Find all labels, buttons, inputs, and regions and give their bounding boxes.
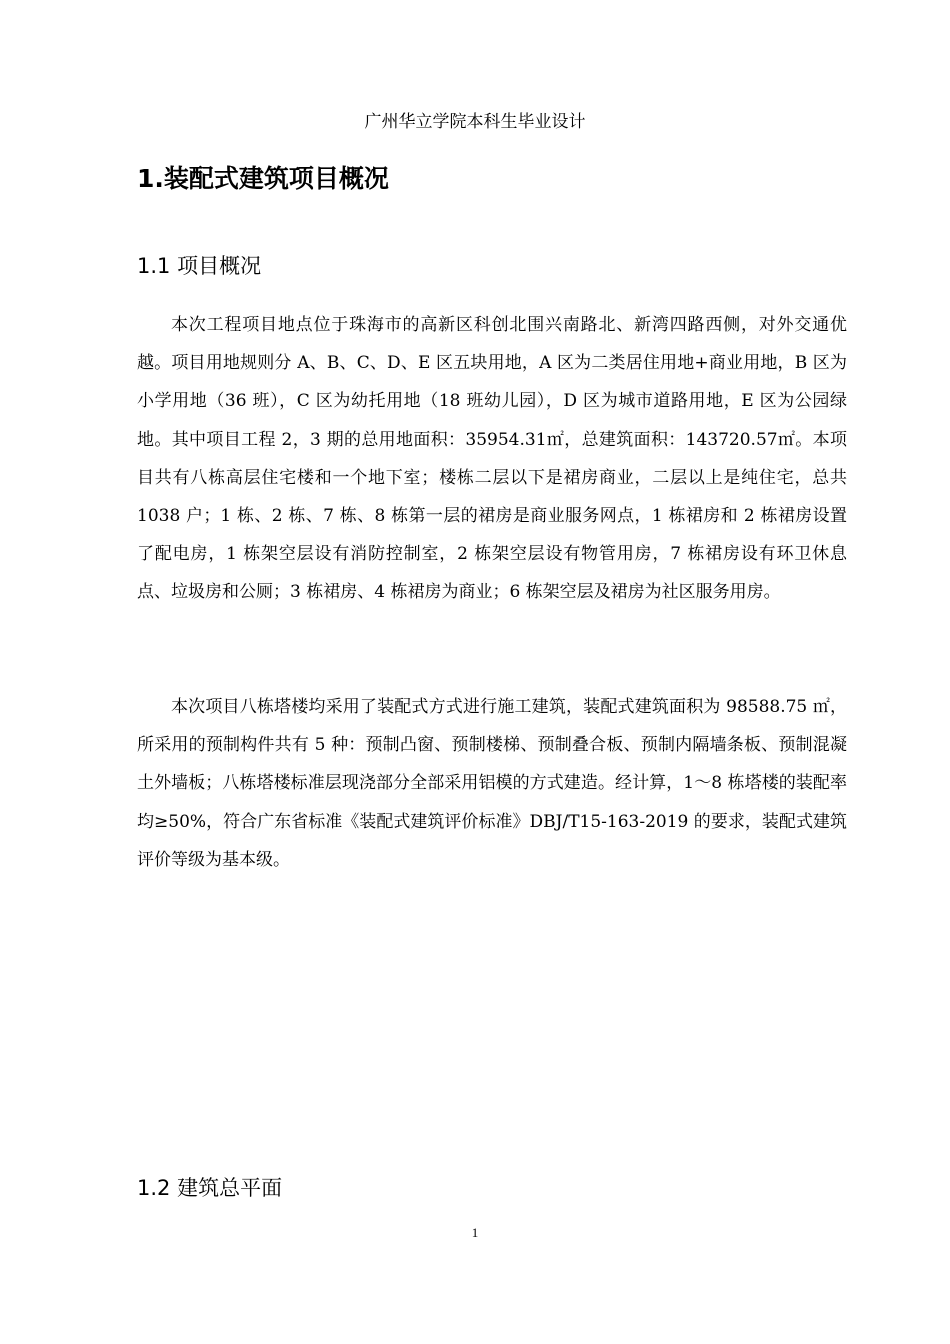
paragraph-prefab-summary: 本次项目八栋塔楼均采用了装配式方式进行施工建筑，装配式建筑面积为 98588.75 ㎡，所采用的预制构件共有 5 种：预制凸窗、预制楼梯、预制叠合板、预制内隔墙条板、预制混凝土外墙板；八栋塔楼标准层现浇部分全部采用铝模的方式建造。经计算，1～8 栋塔楼的装配率均≥50%，符合广东省标准《装配式建筑评价标准》DBJ/T15-163-2019 的要求，装配式建筑评价等级为基本级。 bbox=[137, 697, 847, 870]
page-number: 1 bbox=[471, 1225, 479, 1240]
section-title-1-1: 1.1 项目概况 bbox=[137, 254, 262, 278]
section-title-1-2: 1.2 建筑总平面 bbox=[137, 1176, 283, 1200]
chapter-title: 1.装配式建筑项目概况 bbox=[137, 164, 389, 193]
paragraph-project-overview: 本次工程项目地点位于珠海市的高新区科创北围兴南路北、新湾四路西侧，对外交通优越。项目用地规则分 A、B、C、D、E 区五块用地，A 区为二类居住用地+商业用地，B 区为小学用地（36 班），C 区为幼托用地（18 班幼儿园），D 区为城市道路用地，E 区为公园绿地。其中项目工程 2，3 期的总用地面积：35954.31㎡，总建筑面积：143720.57㎡。本项目共有八栋高层住宅楼和一个地下室；楼栋二层以下是裙房商业，二层以上是纯住宅，总共 1038 户；1 栋、2 栋、7 栋、8 栋第一层的裙房是商业服务网点，1 栋裙房和 2 栋裙房设置了配电房，1 栋架空层设有消防控制室，2 栋架空层设有物管用房，7 栋裙房设有环卫休息点、垃圾房和公厕；3 栋裙房、4 栋裙房为商业；6 栋架空层及裙房为社区服务用房。 bbox=[137, 315, 847, 603]
running-header: 广州华立学院本科生毕业设计 bbox=[364, 112, 586, 132]
